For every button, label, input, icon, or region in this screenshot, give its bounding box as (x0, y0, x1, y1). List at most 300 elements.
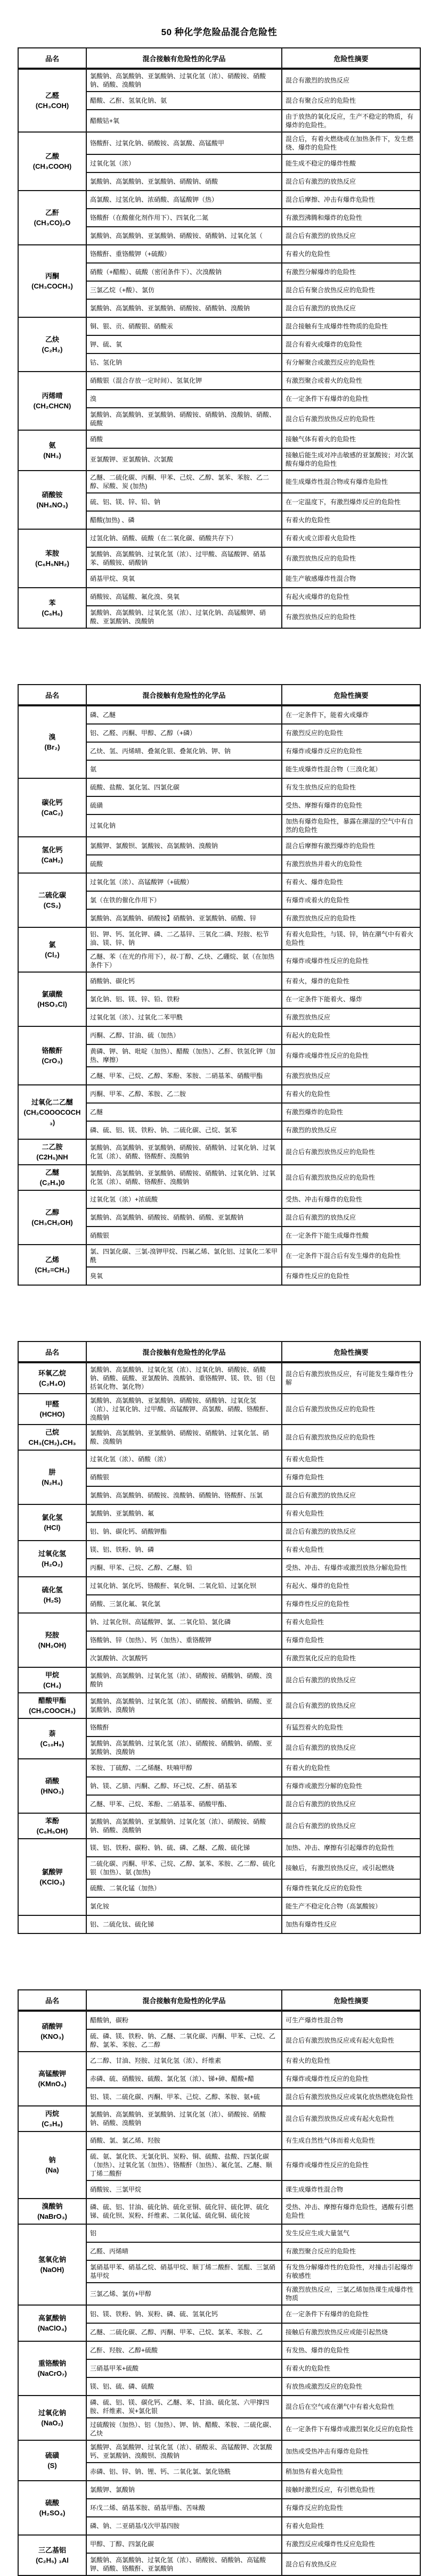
product-group (19, 317, 420, 371)
product-name-line: (NaCrO₇) (37, 2369, 67, 2377)
hazard-summary-cell: 有着火危险性 (286, 1546, 324, 1553)
product-name-line: (Cl₂) (45, 951, 60, 959)
chemicals-cell: 赤磷、硫、硝酸铵、硫酸、氯化氢（浓）、锑+砷、醋酸+醋 (87, 2070, 282, 2087)
chemicals-cell: 过氧化氢（浓）+浓硫酸 (87, 1191, 282, 1208)
product-rows (87, 706, 420, 778)
chemicals-cell: 溴 (87, 390, 282, 407)
product-name-line: 二乙胺 (42, 1143, 63, 1151)
product-name-cell (19, 2396, 87, 2440)
chemicals-cell: 乙醚 (87, 1104, 282, 1121)
hazard-summary-cell: 在一定条件下，能着火或爆炸 (286, 711, 369, 719)
hazard-summary-cell: 混合后有激烈的放热反应 (286, 1214, 356, 1221)
chemicals-cell: 钠、过氧化钡、高锰酸钾、氯、二氧化铅、氯化磷 (87, 1614, 282, 1631)
hazard-summary-cell: 混合后有激烈放热反应的危险性 (286, 1405, 376, 1413)
chemicals-cell: 铬酸酐、过氧化钠、硝酸铵、高氯酸、高锰酸甲 (87, 133, 282, 154)
chemicals-cell: 硝酸钠、碳化钙 (87, 973, 282, 990)
hazard-table-2 (18, 684, 421, 1286)
table-row (87, 109, 420, 131)
table-row (87, 262, 420, 281)
hazard-summary-cell: 有着火危险性，与镁、锌，钠在潮气中有着火危险性 (286, 931, 414, 947)
product-rows (87, 2225, 420, 2305)
product-rows (87, 530, 420, 587)
product-name-line: 肼 (48, 1468, 56, 1476)
table-row (87, 990, 420, 1008)
product-rows (87, 1759, 420, 1813)
product-rows (87, 318, 420, 371)
chemicals-cell: 氯化铵 (87, 1898, 282, 1915)
product-name-line: 环氧乙烷 (38, 1369, 66, 1377)
hazard-summary-cell: 有激烈放热反应的危险性 (286, 613, 356, 621)
table-row (87, 874, 420, 891)
column-header-chemicals: 混合接触有危险性的化学品 (87, 1342, 282, 1361)
hazard-summary-cell: 混合后有激烈放热反应的危险性 (286, 415, 376, 423)
table-row (87, 1631, 420, 1649)
chemicals-cell: 氯酸钠、高氯酸钠、亚氯酸钠、过氧化氢（浓）、硝酸铵、硝酸钠、硝酸、溴酸钠 (87, 2106, 282, 2131)
product-name-line: 二硫化碳 (38, 891, 66, 899)
chemicals-cell: 镁、铝、铁粉、钠、磷 (87, 1541, 282, 1558)
product-rows (87, 1425, 420, 1450)
chemicals-cell: 氯酸钠、亚氯酸钠、氟 (87, 1505, 282, 1522)
table-row (87, 2417, 420, 2440)
table-row (87, 407, 420, 430)
chemicals-cell: 氯酸钾、高氯酸钾、过氧化氢（浓）、硝酸汞、高锰酸钾、次氯酸钙、亚氯酸钠、溴酸钡、溴酸钠 (87, 2441, 282, 2462)
product-name-line: 氨 (48, 441, 56, 449)
chemicals-cell: 乙醚、甲苯、己烷、苯酚、二硝基苯、硝酸甲酯、 (87, 1796, 282, 1813)
chemicals-cell: 氯酸钠、高氯酸钠、亚氯酸钠、过氧化氢（浓）、硝酸铵、硝酸钠、硝酸、溴酸钠 (87, 70, 282, 91)
product-rows (87, 1027, 420, 1084)
product-rows (87, 2052, 420, 2105)
product-rows (87, 1614, 420, 1667)
table-row (87, 372, 420, 389)
product-name-cell (19, 973, 87, 1026)
hazard-summary-cell: 在一定条件下有爆炸的危险性 (286, 2310, 369, 2318)
product-name-line: 过氧化二乙醚 (31, 1098, 73, 1106)
hazard-summary-cell: 受热、冲击有爆炸的危险性 (286, 1196, 363, 1203)
product-name-line: (CH₂COOOCOCH (23, 1108, 81, 1116)
product-rows (87, 2481, 420, 2534)
hazard-summary-cell: 加热或受热冲击有爆炸危险性 (286, 2448, 369, 2455)
product-group (19, 1450, 420, 1504)
product-name-line: (C₂H₂) (42, 345, 63, 353)
chemicals-cell: 黄磷、钾、钠、吡啶（加热）、醋酸（加热）、乙酐、铁氢化钾（加热、摩擦） (87, 1045, 282, 1066)
hazard-summary-cell: 混合后摩擦、冲击有爆炸危险性 (286, 196, 376, 203)
table-row (87, 928, 420, 949)
product-name-line: 乙酐 (45, 209, 59, 217)
product-name-cell (19, 431, 87, 470)
chemicals-cell: 过氢化钠、硝酸、硫酸（在二氧化碳、硝酸共存下） (87, 530, 282, 547)
table-row (87, 226, 420, 244)
table-row (87, 909, 420, 927)
chemicals-cell: 氯、四氯化碳、三氯-溴钾甲烷、四氟乙烯、氯化铝、过氧化二苯甲酰 (87, 1245, 282, 1266)
chemicals-cell: 硫、磷、镁、铁粉、钠、乙醚、二氧化碳、丙酮、甲苯、己烷、乙醇、氯苯、苯胺、乙二醇 (87, 2030, 282, 2051)
table-row (87, 1165, 420, 1190)
product-group (19, 1244, 420, 1285)
product-group (19, 1813, 420, 1838)
product-name-line: 高锰酸钾 (38, 2070, 66, 2078)
column-header-chemicals: 混合接触有危险性的化学品 (87, 48, 282, 68)
chemicals-cell: 氯酸钠、高氯酸钠、亚氯酸钠、硝酸铵、硝酸钠、过氧化氢（ (87, 227, 282, 244)
table-row (87, 2323, 420, 2341)
table-row (87, 1839, 420, 1856)
product-name-cell (19, 2306, 87, 2341)
chemicals-cell: 氯酸钠、高氯酸钠、硝酸铵、溴酸钠、硝酸钠、铬酸酐、压氯 (87, 1487, 282, 1504)
chemicals-cell: 乙醛、丙烯晴 (87, 2243, 282, 2260)
chemicals-cell: 铜、银、贡、硝酸银、硝酸汞 (87, 318, 282, 335)
table-row (87, 1916, 420, 1933)
product-group (19, 1758, 420, 1813)
product-name-line: (C₆H₆) (42, 609, 63, 617)
chemicals-cell: 硝酸银 (87, 1469, 282, 1486)
product-group (19, 1540, 420, 1576)
product-name-line: ₃) (49, 1118, 55, 1126)
chemicals-cell: 赤磷、铝、锌、钠、锂、钙、二氧化氯、氯化铬酰 (87, 2463, 282, 2480)
hazard-summary-cell: 接触后能生成对冲击敏感的亚氯酸铵；对次氯酸有爆炸的危险性 (286, 451, 414, 467)
column-header-hazard-summary: 危险性摘要 (333, 54, 369, 63)
table-row (87, 854, 420, 873)
table-row (87, 133, 420, 154)
product-name-line: 苯 (48, 599, 56, 607)
chemicals-cell: 氯酸钠、高氯酸钠、过氧化氢（浓）、硝酸铵、硝酸钠、高锰酸钾、硝酸、铬酸酐、亚氯酸钠 (87, 2554, 282, 2575)
chemicals-cell: 硫酸 (87, 855, 282, 873)
hazard-summary-cell: 有放热或激烈反应的危险性 (286, 2383, 363, 2390)
table-header-row (19, 685, 420, 705)
product-name-line: (CaC₂) (41, 809, 63, 817)
hazard-summary-cell: 有激烈反应或爆炸性反应危险性 (286, 2540, 376, 2548)
product-name-cell (19, 1614, 87, 1667)
product-name-line: (Na) (45, 2166, 59, 2174)
chemicals-cell: 铬酸酐 (87, 1719, 282, 1736)
table-row (87, 2149, 420, 2180)
product-group (19, 1838, 420, 1915)
chemicals-cell: 氯酸钠、高氯酸钠、过氧化氢（浓）、硝酸铵、硝酸钠、硝酸、溴酸钠 (87, 1668, 282, 1692)
product-group (19, 131, 420, 190)
hazard-summary-cell: 混合后有激烈的放热反应 (286, 1676, 356, 1684)
chemicals-cell: 铝、镁、铁粉、钠、炭粉、磷、硫、氢氧化钙 (87, 2306, 282, 2323)
product-name-line: (NH₄NO₃) (36, 501, 68, 509)
chemicals-cell: 氨 (87, 761, 282, 778)
product-name-line: 三乙基铝 (38, 2546, 66, 2554)
product-group (19, 778, 420, 836)
table-row (87, 1577, 420, 1594)
product-name-line: 苯胺 (45, 549, 59, 557)
product-name-cell (19, 2481, 87, 2534)
chemicals-cell: 三氯乙烷（+酸）、氯仿 (87, 282, 282, 299)
hazard-summary-cell: 课生成爆炸性混合物 (286, 2186, 344, 2193)
product-rows (87, 1577, 420, 1612)
chemicals-cell: 醋酸、乙酐、氢氧化钠、氨 (87, 92, 282, 109)
hazard-summary-cell: 在一定条件下混合后有发生爆炸的危险性 (286, 1252, 401, 1260)
table-header-row (19, 48, 420, 69)
product-rows (87, 2342, 420, 2395)
product-rows (87, 2106, 420, 2131)
product-name-line: (C₂H₄)0 (39, 1179, 65, 1187)
product-rows (87, 1140, 420, 1164)
product-name-line: 硫酸 (45, 2499, 59, 2507)
table-row (87, 2242, 420, 2260)
product-group (19, 1576, 420, 1612)
hazard-summary-cell: 接触后，有激烈放热反应，或引起燃烧 (286, 1864, 395, 1872)
table-row (87, 1266, 420, 1285)
table-row (87, 1027, 420, 1044)
chemicals-cell: 磷、钠、二亚硝基戊次甲基四胺 (87, 2517, 282, 2534)
product-name-cell (19, 1027, 87, 1084)
product-name-line: 重铬酸钠 (38, 2359, 66, 2367)
product-name-cell (19, 2106, 87, 2131)
hazard-summary-cell: 能生产不稳定化合物（高氯酸铵） (286, 1903, 382, 1910)
hazard-summary-cell: 受热、摩擦有爆炸的危险性 (286, 802, 363, 809)
chemicals-cell: 丙酮、乙醇、甘油、硫（加热） (87, 1027, 282, 1044)
product-name-line: 碳化钙 (42, 799, 63, 806)
product-name-line: (NaOH) (40, 2266, 64, 2274)
product-name-line: 甲烷 (45, 1671, 59, 1679)
product-name-line: (CH₃CO)₂O (34, 219, 71, 227)
hazard-summary-cell: 在一定条件下能着火、爆炸 (286, 995, 363, 1003)
table-row (87, 2199, 420, 2224)
product-name-line: 苯酚 (45, 1817, 59, 1825)
hazard-summary-cell: 加热有爆炸危险性，暴露在潮湿的空气中有自然的危险性 (286, 818, 414, 834)
product-rows (87, 1191, 420, 1244)
hazard-summary-cell: 混合后摩擦有激烈爆炸的危险性 (286, 842, 376, 850)
table-row (87, 70, 420, 91)
table-row (87, 949, 420, 972)
product-name-cell (19, 1245, 87, 1285)
chemicals-cell: 硝基甲烷、臭氧 (87, 570, 282, 587)
product-name-cell (19, 1425, 87, 1450)
product-name-line: 钠 (48, 2156, 56, 2164)
product-rows (87, 874, 420, 927)
chemicals-cell: 过硫酸铵（加热）、铝（加热）、钾、钠、醋酸、苯胺、二硫化碳、乙炔 (87, 2418, 282, 2440)
product-name-line: (CH₄) (43, 1681, 61, 1689)
table-row (87, 1594, 420, 1612)
chemicals-cell: 氯酸钠、高氯酸钠、亚氯酸钠、硝酸铵、硝酸钠、过氧化钠、过氧化氢（浓）、硝酸、铬酸酐、溴酸钠 (87, 1140, 282, 1164)
table-row (87, 2282, 420, 2305)
product-group (19, 927, 420, 972)
product-group (19, 430, 420, 470)
table-row (87, 208, 420, 226)
product-name-line: 氯磺酸 (42, 990, 63, 998)
product-rows (87, 1668, 420, 1692)
chemicals-cell: 过氧化氢（浓）、硝酸（浓） (87, 1451, 282, 1468)
hazard-summary-cell: 有爆炸反应的危险性 (286, 2504, 344, 2512)
hazard-summary-cell: 混合后在空气或在潮气中有着火危险性 (286, 2403, 395, 2410)
hazard-summary-cell: 混合后有激烈的放热反应 (286, 1822, 356, 1830)
hazard-summary-cell: 有爆炸或激烈分解的危险性 (286, 1782, 363, 1790)
chemicals-cell: 铝 (87, 2225, 282, 2242)
chemicals-cell: 乙醚、二硫化碳、丙酮、甲苯、己烷、乙醇、氯苯、苯胺、乙二醇、尿酸、炭 (加热) (87, 471, 282, 492)
product-group (19, 69, 420, 131)
chemicals-cell: 氯酸钠、高氯酸钠、过氧化氢（浓）、硝酸铵、硝酸钠、硝酸、亚氯酸钠、溴酸钠 (87, 1737, 282, 1758)
chemicals-cell: 氯酸钠、高氯酸钠、过氧化氢（浓）、硝酸铵、硝酸钠、硝酸、亚氯酸钠、溴酸钠 (87, 1693, 282, 1718)
table-row (87, 91, 420, 109)
product-name-cell (19, 1085, 87, 1139)
hazard-summary-cell: 有着火的危险性 (286, 250, 331, 258)
product-rows (87, 588, 420, 628)
chemicals-cell: 硫磺 (87, 797, 282, 814)
chemicals-cell: 铝、钠、碳化钙、硝酸钾酯 (87, 1523, 282, 1540)
product-name-line: (N₂H₄) (42, 1478, 63, 1486)
chemicals-cell: 亚氯酸钾、亚氯酸钠、次氯酸 (87, 449, 282, 470)
table-row (87, 2069, 420, 2087)
chemicals-cell: 铝、乙醛、丙酮、甲醇、乙醇（+磷） (87, 725, 282, 742)
chemicals-cell: 硫酸、二氧化锰（加热） (87, 1880, 282, 1897)
hazard-summary-cell: 可生产爆炸性混合物 (286, 2017, 344, 2024)
product-group (19, 1362, 420, 1393)
chemicals-cell: 氯硝基甲苯、硝基乙烷、硝基甲烷、顺丁烯二酸酐、氢醌、三氯硝基甲烷 (87, 2261, 282, 2282)
hazard-summary-cell: 有爆炸或爆炸性反应的危险性 (286, 2161, 369, 2169)
product-group (19, 2051, 420, 2105)
product-name-line: (C₂H₄O) (39, 1379, 66, 1387)
hazard-summary-cell: 有着火的危险性 (286, 2057, 331, 2064)
table-row (87, 796, 420, 814)
product-group (19, 1667, 420, 1692)
table-row (87, 1649, 420, 1667)
hazard-summary-cell: 混合后有激烈的放热反应 (286, 1528, 356, 1535)
product-name-cell (19, 2536, 87, 2575)
hazard-summary-cell: 有爆炸危险性 (286, 1636, 324, 1644)
hazard-summary-cell: 在一定条件下有爆炸或激烈氧化反应的危险性 (286, 2425, 414, 2433)
hazard-summary-cell: 有爆炸或爆炸性反应的危险性 (286, 1052, 369, 1059)
table-row (87, 1541, 420, 1558)
chemicals-cell: 二硫化碳、丙酮、甲苯、己烷、乙醇、氯苯、苯胺、乙二醇、硫化银（加热）、氨 (加热) (87, 1857, 282, 1879)
hazard-summary-cell: 混合接触有生成爆炸性物质的危险性 (286, 323, 388, 330)
table-row (87, 1191, 420, 1208)
hazard-summary-cell: 有爆炸或爆炸反应的危险性 (286, 747, 363, 755)
hazard-summary-cell: 有起火或爆炸的危险性 (286, 593, 350, 600)
product-rows (87, 2441, 420, 2480)
product-name-cell (19, 874, 87, 927)
product-group (19, 705, 420, 778)
hazard-summary-cell: 混合后有激烈的放热反应 (286, 1800, 356, 1808)
chemicals-cell: 硝酸（+醋酸）、硫酸（密闭条件下）、次溴酸钠 (87, 264, 282, 281)
chemicals-cell: 臭氧 (87, 1268, 282, 1285)
product-name-line: 乙炔 (45, 335, 59, 343)
table-row (87, 1897, 420, 1915)
table-row (87, 172, 420, 190)
chemicals-cell: 氯酸钠、高氯酸钠、亚氯酸钠、硝酸铵、硝酸钠、过氧化钠、过氧化氢（浓）、硝酸、铬酸酐、溴酸钠 (87, 1165, 282, 1190)
chemicals-cell: 磷、乙醚 (87, 706, 282, 723)
table-row (87, 1668, 420, 1692)
product-group (19, 1718, 420, 1758)
product-group (19, 2440, 420, 2480)
table-row (87, 1066, 420, 1084)
product-name-cell (19, 1394, 87, 1424)
chemicals-cell: 三硝基甲苯+硫酸 (87, 2360, 282, 2377)
product-name-line: (C2H₅)NH (36, 1153, 68, 1161)
hazard-summary-cell: 能生产敏感爆炸性混合物 (286, 575, 356, 582)
product-group (19, 2480, 420, 2534)
table-row (87, 1085, 420, 1102)
product-name-line: (H₂S) (43, 1596, 61, 1604)
hazard-summary-cell: 混合后，有着火燃烧或在加热条件下，发生燃烧、爆炸的危险性 (286, 135, 414, 151)
table-row (87, 2087, 420, 2105)
product-group (19, 1393, 420, 1424)
chemicals-cell: 磷、硫、铝、镁、碳化钙、乙醚、苯、甘油、硫化氢、六甲撑四胺、纤维素、炭+氯化银 (87, 2396, 282, 2417)
table-row (87, 1208, 420, 1226)
product-name-line: (CH₂CHCN) (33, 402, 71, 410)
product-rows (87, 471, 420, 529)
hazard-summary-cell: 有着火、爆炸危险性 (286, 878, 344, 886)
chemicals-cell: 氯酸钠、高氯酸钠、硝酸铵】硝酸钠、亚氯酸钠、硝酸、锌 (87, 910, 282, 927)
product-name-line: (CrO₃) (42, 1057, 63, 1065)
product-name-cell (19, 1577, 87, 1612)
product-group (19, 2395, 420, 2440)
chemicals-cell: 氯酸钾、氯酸钠 (87, 2481, 282, 2498)
column-header-hazard-summary: 危险性摘要 (333, 1348, 369, 1356)
product-name-line: (HCl) (44, 1524, 61, 1532)
chemicals-cell: 铝、镁、二硫化碳、丙酮、甲苯、己烷、乙醇、苯胺、氨+硫 (87, 2088, 282, 2105)
chemicals-cell: 过氧化钠、氯化钙、铬酸酐、氧化铜、二氧化铅、过氯化钡 (87, 1577, 282, 1594)
hazard-summary-cell: 能生成爆炸性混合物（三溴化氮） (286, 766, 382, 773)
product-rows (87, 1451, 420, 1504)
chemicals-cell: 过氧化钠 (87, 815, 282, 836)
product-rows (87, 2199, 420, 2224)
product-name-cell (19, 1505, 87, 1540)
product-name-line: (KClO₃) (39, 1878, 65, 1886)
product-rows (87, 928, 420, 972)
product-name-line: (HSO₃Cl) (37, 1000, 67, 1008)
table-row (87, 1468, 420, 1486)
hazard-summary-cell: 有着火，爆炸的危险性 (286, 977, 350, 985)
table-row (87, 1008, 420, 1026)
product-rows (87, 191, 420, 244)
chemicals-cell: 硫、氨、氯化铁、无氯化钒、炭粉、铜、硫酸、盐酸、四氯化碳（加热）、过氧化氢（加热）、铬酸酐（加热）、氟化氢、乙醚、顺丁烯二酸酐 (87, 2150, 282, 2180)
chemicals-cell: 环戊二烯、硝基苯胺、硝基甲酯、苦味酸 (87, 2499, 282, 2516)
document (0, 24, 440, 2576)
product-group (19, 1424, 420, 1450)
hazard-summary-cell: 有激烈聚合或着火的危险性 (286, 377, 363, 384)
product-name-cell (19, 588, 87, 628)
product-group (19, 587, 420, 628)
hazard-summary-cell: 有发生放热反应的危险性 (286, 784, 356, 791)
product-name-line: 氢化钙 (42, 846, 63, 854)
table-row (87, 569, 420, 587)
product-name-line: (NaBrO₃) (37, 2212, 67, 2220)
table-row (87, 2052, 420, 2069)
product-group (19, 190, 420, 244)
chemicals-cell: 镁、铝、硫、磷、硫酸 (87, 2378, 282, 2395)
product-name-cell (19, 70, 87, 131)
product-rows (87, 1394, 420, 1424)
column-header-product-name: 品名 (19, 685, 87, 704)
hazard-summary-cell: 有着火危险性 (286, 1618, 324, 1626)
hazard-summary-cell: 有爆炸性反应的危险性 (286, 1272, 350, 1280)
product-name-line: 己烷 (45, 1428, 59, 1436)
table-row (87, 1614, 420, 1631)
table-row (87, 1776, 420, 1795)
table-row (87, 245, 420, 262)
chemicals-cell: 乙炔、氢、丙烯晴、叠氮化银、叠氮化钠、钾、钠 (87, 743, 282, 760)
chemicals-cell: 醋酸钠，碳粉 (87, 2012, 282, 2029)
chemicals-cell: 氯（在铁的催化作用下） (87, 892, 282, 909)
table-row (87, 2377, 420, 2395)
chemicals-cell: 磷、硫、铝、镁、铁粉、钠、二硫化碳、己烷、氯苯 (87, 1122, 282, 1139)
product-name-line: 溴酸钠 (42, 2202, 63, 2210)
table-row (87, 1795, 420, 1813)
hazard-summary-cell: 混合后有激烈的放热反应 (286, 1492, 356, 1499)
hazard-summary-cell: 能生成不稳定的爆炸性酸 (286, 160, 356, 167)
table-row (87, 2516, 420, 2534)
table-row (87, 2180, 420, 2198)
product-name-cell (19, 2342, 87, 2395)
chemicals-cell: 磷、硫、铝、甘油、硫化钠、硫化亚铜、硫化锌、硫化钾、硫化锑、硫化钡、炭粉、纤维素、二氧化锰、硫化铜、硫化铵 (87, 2199, 282, 2224)
product-rows (87, 2536, 420, 2575)
table-row (87, 448, 420, 470)
product-name-cell (19, 1839, 87, 1915)
product-group (19, 2224, 420, 2305)
table-row (87, 318, 420, 335)
table-row (87, 1693, 420, 1718)
product-name-cell (19, 1668, 87, 1692)
